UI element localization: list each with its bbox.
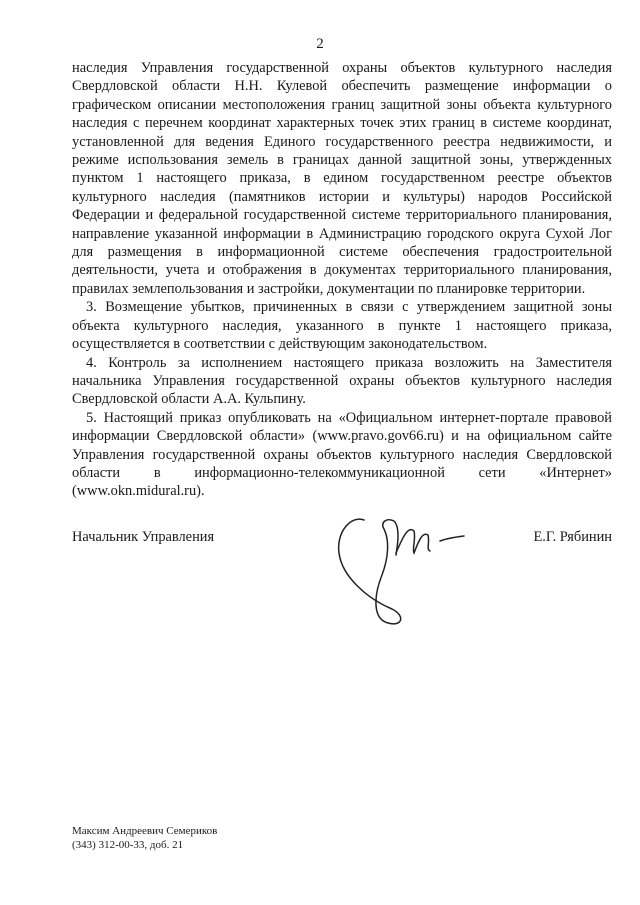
- paragraph-4: 4. Контроль за исполнением настоящего приказа возложить на Заместителя начальника Управления государственной охраны объектов культурного наследия Свердловской области А.А. Кульпину.: [72, 354, 612, 408]
- paragraph-5: 5. Настоящий приказ опубликовать на «Официальном интернет-портале правовой информации Свердловской области» (www.pravo.gov66.ru) и на официальном сайте Управления государственной охраны объектов культурного наследия Свердловской области в информационно-телекоммуникационной сети «Интернет» (www.okn.midural.ru).: [72, 409, 612, 500]
- paragraph-3: 3. Возмещение убытков, причиненных в связи с утверждением защитной зоны объекта культурного наследия, указанного в пункте 1 настоящего приказа, осуществляется в соответствии с действующим законодательством.: [72, 299, 612, 353]
- executor-phone: (343) 312-00-33, доб. 21: [72, 839, 184, 851]
- executor-name: Максим Андреевич Семериков: [72, 825, 218, 837]
- document-body: [72, 59, 612, 501]
- signatory-name: Е.Г. Рябинин: [533, 529, 612, 545]
- executor-info: [72, 824, 217, 852]
- paragraph-continued: наследия Управления государственной охраны объектов культурного наследия Свердловской области Н.Н. Кулевой обеспечить размещение информации о графическом описании местоположения границ защитной зоны объекта культурного наследия с перечнем координат характерных точек этих границ в системе координат, установленной для ведения Единого государственного реестра недвижимости, и режиме использования земель в границах данной защитной зоны, утвержденных пунктом 1 настоящего приказа, в едином государственном реестре объектов культурного наследия (памятников истории и культуры) народов Российской Федерации и федеральной государственной системе территориального планирования, направление указанной информации в Администрацию городского округа Сухой Лог для размещения в информационной системе обеспечения градостроительной деятельности, учета и отображения в документах территориального планирования, правилах землепользования и застройки, документации по планировке территории.: [72, 60, 612, 297]
- page-number: 2: [316, 36, 324, 52]
- handwritten-signature: [322, 495, 472, 630]
- signatory-position: Начальник Управления: [72, 529, 215, 545]
